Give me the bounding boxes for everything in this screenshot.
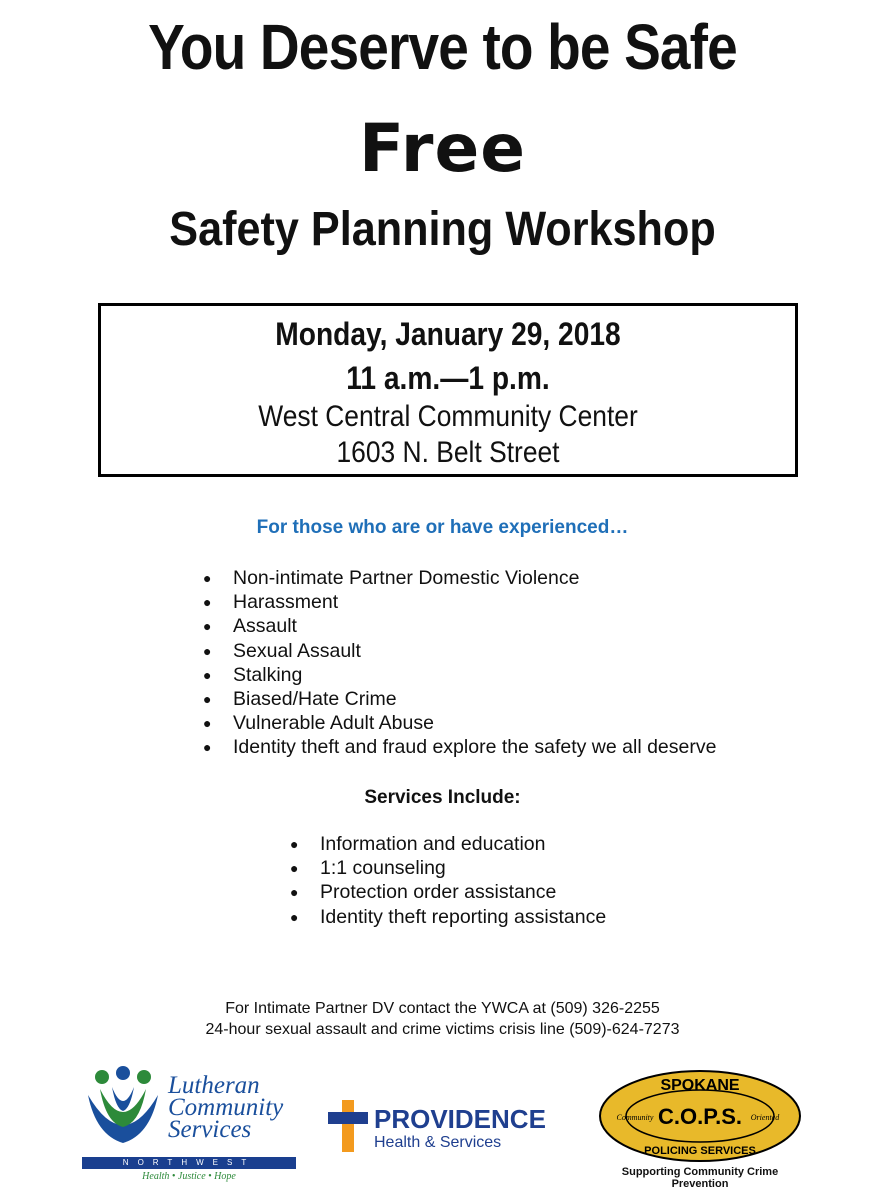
lutheran-tagline: Health • Justice • Hope [142, 1171, 236, 1182]
list-item [203, 639, 716, 663]
list-item [203, 687, 716, 711]
lutheran-line-1: Lutheran [168, 1072, 260, 1099]
ywca-contact: For Intimate Partner DV contact the YWCA at (509) 326-2255 [225, 1000, 660, 1017]
list-item-label: Non-intimate Partner Domestic Violence [233, 567, 580, 589]
list-item-label: Assault [233, 615, 297, 638]
cops-badge-icon [595, 1068, 805, 1166]
page-title: You Deserve to be Safe [148, 11, 737, 83]
list-item-label: Protection order assistance [320, 881, 557, 904]
lutheran-logo-text [168, 1072, 284, 1143]
bullet-icon: ● [203, 642, 212, 659]
event-address: 1603 N. Belt Street [336, 436, 560, 469]
list-item-label: Information and education [320, 833, 546, 855]
cops-footer-text: Supporting Community Crime Prevention [621, 1166, 779, 1190]
list-item-label: Sexual Assault [233, 639, 361, 662]
event-time: 11 a.m.—1 p.m. [346, 360, 550, 396]
cops-right-text: Oriented [750, 1113, 780, 1122]
event-details-box [98, 303, 798, 477]
list-item-label: Stalking [233, 663, 303, 686]
services-list [290, 832, 606, 929]
intro-text: For those who are or have experienced… [256, 517, 629, 538]
bullet-icon: ● [290, 908, 299, 925]
bullet-icon: ● [203, 715, 212, 732]
providence-logo [328, 1100, 578, 1160]
bullet-icon: ● [203, 691, 212, 708]
cops-bottom-text: POLICING SERVICES [644, 1145, 756, 1157]
lutheran-line-3: Services [168, 1116, 252, 1143]
list-item [203, 735, 716, 759]
cross-icon [328, 1100, 368, 1152]
list-item [203, 663, 716, 687]
bullet-icon: ● [290, 884, 299, 901]
cops-center-text: C.O.P.S. [658, 1104, 742, 1129]
experiences-list [203, 566, 716, 760]
lutheran-community-services-logo [78, 1065, 298, 1185]
event-location: West Central Community Center [258, 400, 638, 433]
bullet-icon: ● [290, 836, 299, 852]
list-item [290, 905, 606, 929]
lutheran-line-2: Community [168, 1094, 284, 1121]
list-item [203, 590, 716, 614]
crisis-line-contact: 24-hour sexual assault and crime victims crisis line (509)-624-7273 [205, 1021, 680, 1038]
list-item [290, 880, 606, 904]
list-item [203, 614, 716, 638]
list-item-label: Identity theft reporting assistance [320, 905, 607, 928]
event-date: Monday, January 29, 2018 [275, 316, 621, 352]
list-item-label: Biased/Hate Crime [233, 688, 397, 711]
list-item-label: Vulnerable Adult Abuse [233, 712, 434, 735]
list-item [290, 832, 606, 856]
bullet-icon: ● [203, 594, 212, 611]
bullet-icon: ● [290, 860, 299, 877]
cops-left-text: Community [616, 1113, 654, 1122]
people-circle-icon [78, 1065, 168, 1155]
list-item [203, 566, 716, 590]
cops-top-text: SPOKANE [660, 1077, 740, 1094]
workshop-subtitle: Safety Planning Workshop [169, 203, 716, 256]
list-item-label: Harassment [233, 591, 339, 614]
list-item [290, 856, 606, 880]
services-heading: Services Include: [364, 787, 521, 808]
bullet-icon: ● [203, 666, 212, 683]
providence-subtitle: Health & Services [374, 1134, 502, 1151]
bullet-icon: ● [203, 618, 212, 635]
list-item-label: Identity theft and fraud explore the safety we all deserve [233, 736, 717, 759]
providence-name: PROVIDENCE [374, 1104, 546, 1134]
spokane-cops-logo [595, 1068, 805, 1188]
bullet-icon: ● [203, 739, 212, 756]
bullet-icon: ● [203, 570, 212, 586]
lutheran-region-bar: NORTHWEST [82, 1157, 296, 1169]
free-heading: Free [359, 110, 526, 187]
list-item-label: 1:1 counseling [320, 857, 446, 880]
list-item [203, 711, 716, 735]
